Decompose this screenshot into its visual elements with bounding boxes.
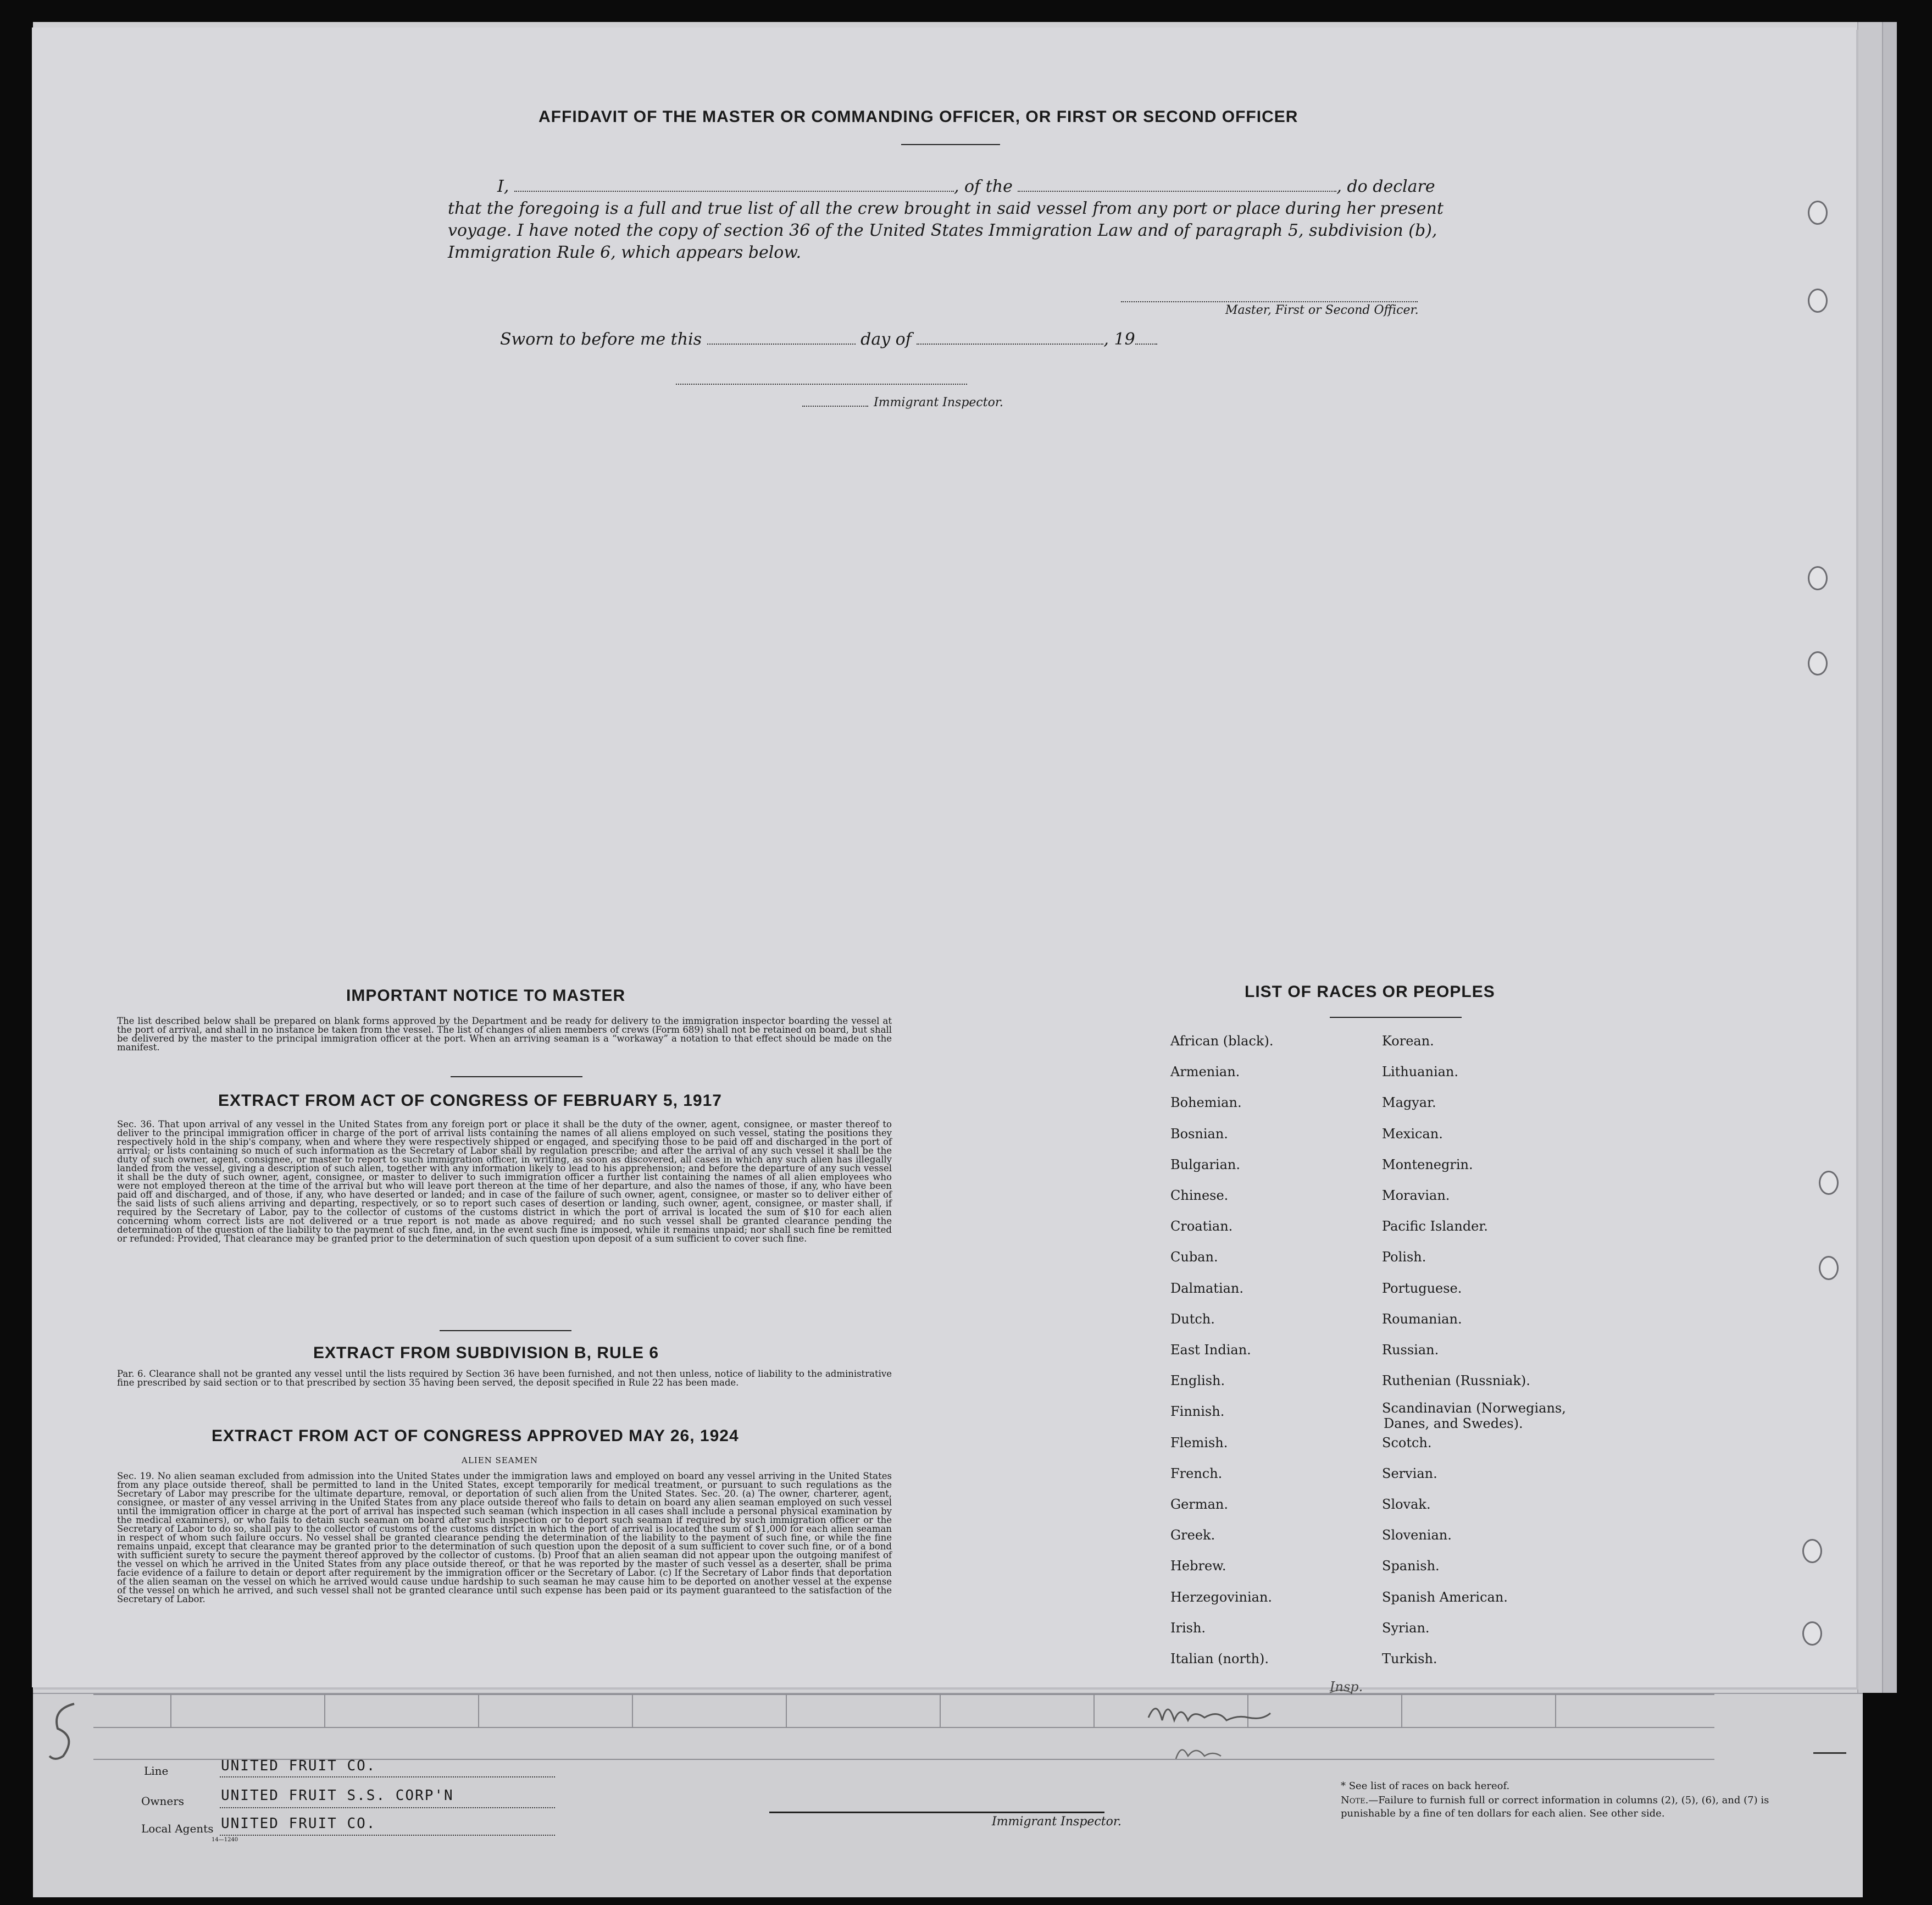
race-item: Cuban. bbox=[1170, 1249, 1218, 1265]
race-item: Scotch. bbox=[1382, 1435, 1432, 1450]
extract-1917-body: Sec. 36. That upon arrival of any vessel in the United States from any foreign port or place it shall be the duty of the owner, agent, consignee, or master thereof to deliver to the principal immigration officer in charge of the port of arrival lists containing the names of all aliens employed on such vessel, stating the positions they respectively hold in the ship's company, when and where they were respectively shipped or engaged, and specifying those to be paid off and discharged in the port of arrival; or lists containing so much of such information as the Secretary of Labor shall by regulation prescribe; and after the arrival of any such vessel it shall be the duty of such owner, agent, consignee, or master to report to such immigration officer, in writing, as soon as discovered, all cases in which any such alien has illegally landed from the vessel, giving a description of such alien, together with any information likely to lead to his apprehension; and before the departure of any such vessel it shall be the duty of such owner, agent, consignee, or master to deliver to such immigration officer a further list containing the names of all alien employees who were not employed thereon at the time of the arrival but who will leave port thereon at the time of her departure, and also the names of those, if any, who have been paid off and discharged, and of those, if any, who have deserted or landed; and in case of the failure of such owner, agent, consignee, or master so to deliver either of the said lists of such aliens arriving and departing, respectively, or so to report such cases of desertion or landing, such owner, agent, consignee, or master shall, if required by the Secretary of Labor, pay to the collector of customs of the customs district in which the port of arrival is located the sum of $10 for each alien concerning whom correct lists are not delivered or a true report is not made as above required; and no such vessel shall be granted clearance pending the determination of the question of the liability to the payment of such fine, and, in the event such fine is imposed, while it remains unpaid; nor shall such fine be remitted or refunded: Provided, That clearance may be granted prior to the determination of such question upon deposit of a sum sufficient to cover such fine. bbox=[117, 1119, 892, 1244]
declaration-line-2: that the foregoing is a full and true list of all the crew brought in said vessel from any port or place during her present bbox=[448, 199, 1444, 218]
race-item: Moravian. bbox=[1382, 1188, 1450, 1203]
binder-hole-8 bbox=[1802, 1621, 1822, 1646]
inspector-label: Immigrant Inspector. bbox=[874, 396, 1003, 409]
day-of-label: day of bbox=[860, 330, 912, 349]
binder-hole-1 bbox=[1808, 201, 1828, 225]
race-item: Greek. bbox=[1170, 1527, 1215, 1543]
extract-1917-title: EXTRACT FROM ACT OF CONGRESS OF FEBRUARY 5, 1917 bbox=[218, 1092, 722, 1110]
race-item: Chinese. bbox=[1170, 1188, 1229, 1203]
binder-hole-3 bbox=[1808, 566, 1828, 590]
owners-label: Owners bbox=[141, 1795, 185, 1808]
extract-1924-title: EXTRACT FROM ACT OF CONGRESS APPROVED MAY 26, 1924 bbox=[212, 1427, 739, 1445]
race-item: Polish. bbox=[1382, 1249, 1426, 1265]
title-underline bbox=[901, 144, 1000, 145]
section-divider-2 bbox=[440, 1330, 571, 1331]
sworn-prefix: Sworn to before me this bbox=[500, 330, 702, 349]
races-title: LIST OF RACES OR PEOPLES bbox=[1245, 983, 1495, 1001]
affidavit-title: AFFIDAVIT OF THE MASTER OR COMMANDING OFFICER, OR FIRST OR SECOND OFFICER bbox=[538, 108, 1298, 126]
agents-value: UNITED FRUIT CO. bbox=[221, 1815, 376, 1832]
extract-1924-body: Sec. 19. No alien seaman excluded from admission into the United States under the immigration laws and employed on board any vessel arriving in the United States from any place outside thereof, shall be permitted to land in the United States, except temporarily for medical treatment, or pursuant to such regulations as the Secretary of Labor may prescribe for the ultimate departure, removal, or deportation of such alien from the United States. Sec. 20. (a) The owner, charterer, agent, consignee, or master of any vessel arriving in the United States from any place outside thereof who fails to detain on board any alien seaman employed on such vessel until the immigration officer in charge at the port of arrival has inspected such seaman (which inspection in all cases shall include a personal physical examination by the medical examiners), or who fails to detain such seaman on board after such inspection or to deport such seaman if required by such immigration officer or the Secretary of Labor to do so, shall pay to the collector of customs of the customs district in which the port of arrival is located the sum of $1,000 for each alien seaman in respect of whom such failure occurs. No vessel shall be granted clearance pending the determination of the liability to the payment of such fine, or while the fine remains unpaid, except that clearance may be granted prior to the determination of such question upon the deposit of a sum sufficient to cover such fine, or of a bond with sufficient surety to secure the payment thereof approved by the collector of customs. (b) Proof that an alien seaman did not appear upon the outgoing manifest of the vessel on which he arrived in the United States from any place outside thereof, or that he was reported by the master of such vessel as a deserter, shall be prima facie evidence of a failure to detain or deport after requirement by the immigration officer or the Secretary of Labor. (c) If the Secretary of Labor finds that deportation of the alien seaman on the vessel on which he arrived would cause undue hardship to such seaman he may cause him to be deported on another vessel at the expense of the vessel on which he arrived, and such vessel shall not be granted clearance until such expense has been paid or its payment guaranteed to the satisfaction of the Secretary of Labor. bbox=[117, 1471, 892, 1604]
race-item: Syrian. bbox=[1382, 1620, 1430, 1636]
owners-value: UNITED FRUIT S.S. CORP'N bbox=[221, 1787, 454, 1804]
line-field-underline bbox=[220, 1776, 555, 1777]
race-item: Hebrew. bbox=[1170, 1558, 1226, 1574]
line-label: Line bbox=[144, 1764, 169, 1777]
race-item: Pacific Islander. bbox=[1382, 1219, 1488, 1234]
line-value: UNITED FRUIT CO. bbox=[221, 1758, 376, 1774]
sworn-month-field[interactable] bbox=[917, 333, 1103, 345]
race-item: Croatian. bbox=[1170, 1219, 1233, 1234]
race-item: Finnish. bbox=[1170, 1404, 1225, 1420]
race-item: Italian (north). bbox=[1170, 1651, 1269, 1666]
race-item: Montenegrin. bbox=[1382, 1156, 1473, 1172]
agents-label: Local Agents bbox=[141, 1822, 214, 1835]
footer-inspector-label: Immigrant Inspector. bbox=[992, 1815, 1122, 1829]
race-item: Irish. bbox=[1170, 1620, 1206, 1636]
sworn-year-field[interactable] bbox=[1135, 333, 1157, 345]
race-item: Flemish. bbox=[1170, 1435, 1228, 1450]
declaration-line-4: Immigration Rule 6, which appears below. bbox=[448, 243, 802, 262]
inspector-signature-line[interactable] bbox=[676, 378, 967, 385]
declaration-line-3: voyage. I have noted the copy of section 36 of the United States Immigration Law and of paragraph 5, subdivision (b), bbox=[448, 221, 1437, 240]
manifest-column-grid bbox=[93, 1694, 1714, 1760]
binder-hole-2 bbox=[1808, 289, 1828, 313]
race-item: French. bbox=[1170, 1465, 1223, 1481]
race-item: Bulgarian. bbox=[1170, 1156, 1240, 1172]
vessel-name-field[interactable] bbox=[1018, 180, 1336, 192]
race-item: Turkish. bbox=[1382, 1651, 1437, 1666]
race-item: Armenian. bbox=[1170, 1064, 1240, 1080]
i-label: I, bbox=[497, 177, 509, 196]
handwritten-insp: Insp. bbox=[1330, 1679, 1363, 1694]
rule6-title: EXTRACT FROM SUBDIVISION B, RULE 6 bbox=[313, 1344, 659, 1362]
race-item: Lithuanian. bbox=[1382, 1064, 1459, 1080]
race-item: East Indian. bbox=[1170, 1342, 1251, 1358]
race-item: English. bbox=[1170, 1373, 1225, 1389]
form-code: 14—1240 bbox=[212, 1837, 238, 1843]
inspector-signature-line-2 bbox=[802, 400, 868, 407]
race-item: Herzegovinian. bbox=[1170, 1589, 1273, 1605]
note-text: —Failure to furnish full or correct information in columns (2), (5), (6), and (7) is punishable by a fine of ten dollars for each alien. See other side. bbox=[1341, 1795, 1769, 1819]
race-item: Scandinavian (Norwegians, bbox=[1382, 1400, 1566, 1416]
binder-hole-6 bbox=[1819, 1256, 1839, 1280]
footer-inspector-line bbox=[769, 1812, 1104, 1813]
race-item: Bosnian. bbox=[1170, 1126, 1228, 1142]
race-item: Mexican. bbox=[1382, 1126, 1443, 1142]
page-edge-right bbox=[1857, 22, 1883, 1693]
race-item: Russian. bbox=[1382, 1342, 1439, 1358]
master-signature-line[interactable] bbox=[1121, 291, 1418, 302]
rule6-body: Par. 6. Clearance shall not be granted any vessel until the lists required by Section 36 have been furnished, and not then unless, notice of liability to the administrative fine prescribed by said section or to that prescribed by section 35 having been served, the deposit specified in Rule 22 has been made. bbox=[117, 1369, 892, 1388]
extract-1924-subtitle: ALIEN SEAMEN bbox=[462, 1455, 538, 1465]
race-item: Roumanian. bbox=[1382, 1311, 1462, 1327]
races-title-underline bbox=[1330, 1017, 1462, 1018]
race-item: Dalmatian. bbox=[1170, 1280, 1244, 1296]
race-item: Portuguese. bbox=[1382, 1280, 1462, 1296]
binder-hole-4 bbox=[1808, 651, 1828, 675]
handwritten-mark bbox=[44, 1698, 93, 1764]
race-item: Slovenian. bbox=[1382, 1527, 1452, 1543]
race-item: African (black). bbox=[1170, 1033, 1274, 1049]
edge-dash bbox=[1813, 1752, 1846, 1754]
note bbox=[1341, 1794, 1824, 1820]
race-item: Spanish. bbox=[1382, 1558, 1440, 1574]
race-item: Bohemian. bbox=[1170, 1095, 1242, 1111]
race-item: Korean. bbox=[1382, 1033, 1434, 1049]
races-footnote: * See list of races on back hereof. bbox=[1341, 1780, 1510, 1792]
race-item: Servian. bbox=[1382, 1465, 1437, 1481]
race-scandinavian-cont: Danes, and Swedes). bbox=[1384, 1416, 1523, 1431]
page-edge-right-outer bbox=[1882, 22, 1897, 1693]
agents-field-underline bbox=[220, 1835, 555, 1836]
owners-field-underline bbox=[220, 1807, 555, 1808]
race-item: Ruthenian (Russniak). bbox=[1382, 1373, 1530, 1389]
master-signature-label: Master, First or Second Officer. bbox=[1225, 303, 1419, 317]
notice-title: IMPORTANT NOTICE TO MASTER bbox=[346, 987, 626, 1005]
notice-body: The list described below shall be prepared on blank forms approved by the Department and be ready for delivery to the immigration inspector boarding the vessel at the port of arrival, and shall in no instance be taken from the vessel. The list of changes of alien members of crews (Form 689) shall not be retained on board, but shall be delivered by the master to the principal immigration officer at the port. When an arriving seaman is a “workaway” a notation to that effect should be made on the manifest. bbox=[117, 1016, 892, 1053]
race-item: Slovak. bbox=[1382, 1497, 1431, 1512]
binder-hole-5 bbox=[1819, 1171, 1839, 1195]
sworn-line bbox=[500, 329, 1214, 351]
race-item: Spanish American. bbox=[1382, 1589, 1508, 1605]
do-declare-label: , do declare bbox=[1336, 177, 1435, 196]
declaration-line-1 bbox=[497, 176, 1464, 198]
section-divider-1 bbox=[451, 1076, 582, 1077]
officer-name-field[interactable] bbox=[514, 180, 954, 192]
year-prefix: , 19 bbox=[1103, 330, 1135, 349]
binder-hole-7 bbox=[1802, 1539, 1822, 1563]
race-item: Dutch. bbox=[1170, 1311, 1215, 1327]
race-item: Magyar. bbox=[1382, 1095, 1436, 1111]
sworn-day-field[interactable] bbox=[707, 333, 856, 345]
race-item: German. bbox=[1170, 1497, 1228, 1512]
of-the-label: , of the bbox=[953, 177, 1013, 196]
note-label: Note. bbox=[1341, 1795, 1369, 1806]
